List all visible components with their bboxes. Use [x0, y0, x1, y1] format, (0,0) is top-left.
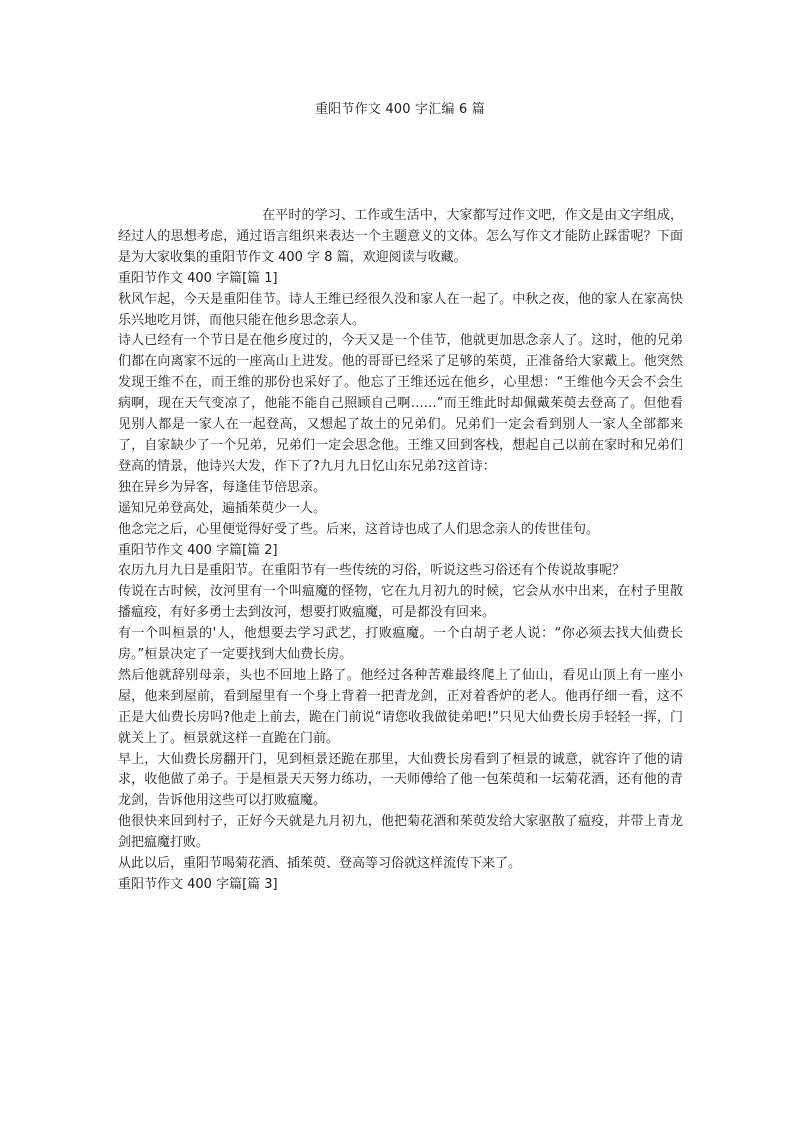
- paragraph: 诗人已经有一个节日是在他乡度过的，今天又是一个佳节，他就更加思念亲人了。这时，他的兄弟们都在向离家不远的一座高山上进发。他的哥哥已经采了足够的茱萸，正准备给大家戴上。他突然发现王维不在，而王维的那份也采好了。他忘了王维还远在他乡，心里想：“王维他今天会不会生病啊，现在天气变凉了，他能不能自己照顾自己啊……”而王维此时却佩戴茱萸去登高了。但他看见别人都是一家人在一起登高，又想起了故土的兄弟们。兄弟们一定会看到别人一家人全部都来了，自家缺少了一个兄弟，兄弟们一定会思念他。王维又回到客栈，想起自己以前在家时和兄弟们登高的情景，他诗兴大发，作下了?九月九日忆山东兄弟?这首诗：: [118, 333, 683, 474]
- paragraph: 农历九月九日是重阳节。在重阳节有一些传统的习俗，听说这些习俗还有个传说故事呢？: [118, 563, 626, 579]
- paragraph: 他很快来回到村子，正好今天就是九月初九，他把菊花酒和茱萸发给大家驱散了瘟疫，并带上青龙剑把瘟魔打败。: [118, 814, 683, 851]
- document-body: [118, 206, 683, 896]
- paragraph: 从此以后，重阳节喝菊花酒、插茱萸、登高等习俗就这样流传下来了。: [118, 856, 522, 872]
- section-heading: 重阳节作文 400 字篇[篇 3]: [118, 877, 278, 892]
- paragraph: 早上，大仙费长房翻开门，见到桓景还跪在那里，大仙费长房看到了桓景的诚意，就容许了他的请求，收他做了弟子。于是桓景天天努力练功，一天师傅给了他一包茱萸和一坛菊花酒，还有他的青龙剑，告诉他用这些可以打败瘟魔。: [118, 751, 683, 809]
- poem-line: 独在异乡为异客，每逢佳节倍思亲。: [118, 479, 327, 495]
- intro-paragraph: 在平时的学习、工作或生活中，大家都写过作文吧，作文是由文字组成，经过人的思想考虑，通过语言组织来表达一个主题意义的文体。怎么写作文才能防止踩雷呢？下面是为大家收集的重阳节作文 400 字 8 篇，欢迎阅读与收藏。: [118, 208, 683, 265]
- section-heading: 重阳节作文 400 字篇[篇 1]: [118, 270, 278, 286]
- paragraph: 传说在古时候，汝河里有一个叫瘟魔的怪物，它在九月初九的时候，它会从水中出来，在村子里散播瘟疫，有好多勇士去到汝河，想要打败瘟魔，可是都没有回来。: [118, 584, 683, 621]
- section-2: [118, 541, 683, 876]
- section-heading: 重阳节作文 400 字篇[篇 2]: [118, 542, 278, 558]
- document-title: 重阳节作文 400 字汇编 6 篇: [314, 102, 485, 117]
- paragraph: 然后他就辞别母亲，头也不回地上路了。他经过各种苦难最终爬上了仙山，看见山顶上有一座小屋，他来到屋前，看到屋里有一个身上背着一把青龙剑，正对着香炉的老人。他再仔细一看，这不正是大仙费长房吗?他走上前去，跪在门前说“请您收我做徒弟吧!”只见大仙费长房手轻轻一挥，门就关上了。桓景就这样一直跪在门前。: [118, 667, 683, 746]
- section-1: [118, 269, 683, 541]
- paragraph: 他念完之后，心里便觉得好受了些。后来，这首诗也成了人们思念亲人的传世佳句。: [118, 521, 600, 537]
- poem-line: 遥知兄弟登高处，遍插茱萸少一人。: [118, 500, 327, 516]
- paragraph: 有一个叫桓景的'人，他想要去学习武艺，打败瘟魔。一个白胡子老人说：“你必须去找大仙费长房。”桓景决定了一定要找到大仙费长房。: [118, 626, 683, 663]
- paragraph: 秋风乍起，今天是重阳佳节。诗人王维已经很久没和家人在一起了。中秋之夜，他的家人在家高快乐兴地吃月饼，而他只能在他乡思念亲人。: [118, 291, 683, 328]
- section-3: [118, 875, 683, 896]
